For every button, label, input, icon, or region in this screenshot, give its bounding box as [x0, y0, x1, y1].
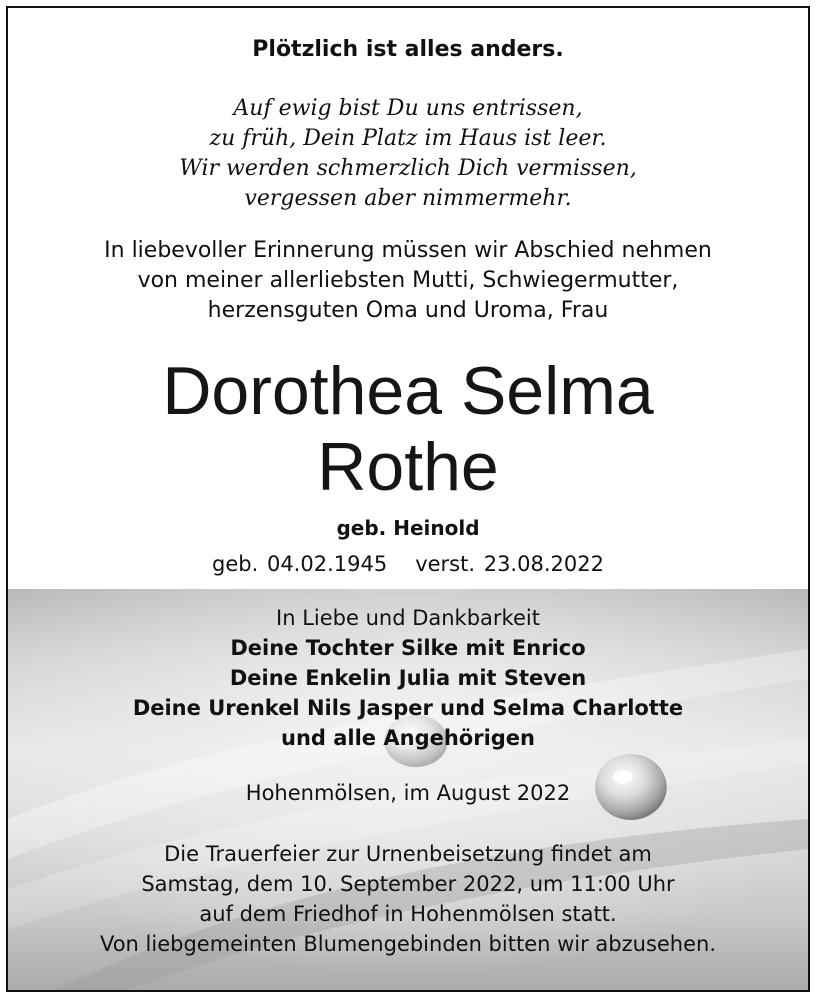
life-dates	[8, 550, 808, 578]
deceased-name	[8, 353, 808, 505]
memorial-verse	[8, 94, 808, 214]
intro-line: von meiner allerliebsten Mutti, Schwiegermutter,	[137, 268, 679, 293]
headline-text: Plötzlich ist alles anders.	[252, 37, 564, 62]
family-member-line: Deine Enkelin Julia mit Steven	[229, 666, 587, 690]
verse-line: zu früh, Dein Platz im Haus ist leer.	[209, 126, 607, 151]
family-member-line: Deine Urenkel Nils Jasper und Selma Charlotte	[132, 696, 684, 720]
funeral-line: Samstag, dem 10. September 2022, um 11:00 Uhr	[141, 872, 675, 896]
funeral-line: auf dem Friedhof in Hohenmölsen statt.	[199, 902, 617, 926]
obituary-lower-section	[8, 589, 808, 992]
family-member-line: und alle Angehörigen	[281, 726, 535, 750]
obituary-card	[6, 6, 810, 992]
funeral-line: Von liebgemeinten Blumengebinden bitten wir abzusehen.	[99, 932, 717, 956]
funeral-line: Die Trauerfeier zur Urnenbeisetzung findet am	[164, 842, 652, 866]
family-signatures	[8, 603, 808, 753]
intro-line: herzensguten Oma und Uroma, Frau	[207, 298, 609, 323]
intro-line: In liebevoller Erinnerung müssen wir Abschied nehmen	[104, 238, 712, 263]
death-date: verst. 23.08.2022	[415, 552, 604, 576]
place-date-text: Hohenmölsen, im August 2022	[245, 781, 571, 805]
place-and-date	[8, 778, 808, 808]
verse-line: Auf ewig bist Du uns entrissen,	[233, 96, 583, 121]
birth-date: geb. 04.02.1945	[212, 552, 388, 576]
headline	[8, 36, 808, 64]
deceased-first-names: Dorothea Selma	[162, 353, 654, 429]
obituary-upper-section	[8, 8, 808, 589]
verse-line: vergessen aber nimmermehr.	[244, 186, 572, 211]
family-member-line: Deine Tochter Silke mit Enrico	[230, 636, 586, 660]
funeral-notice	[8, 839, 808, 959]
maiden-name	[8, 514, 808, 542]
deceased-surname: Rothe	[317, 429, 499, 505]
family-intro: In Liebe und Dankbarkeit	[276, 606, 540, 630]
intro-text	[8, 236, 808, 326]
verse-line: Wir werden schmerzlich Dich vermissen,	[179, 156, 637, 181]
maiden-name-text: geb. Heinold	[336, 516, 480, 540]
